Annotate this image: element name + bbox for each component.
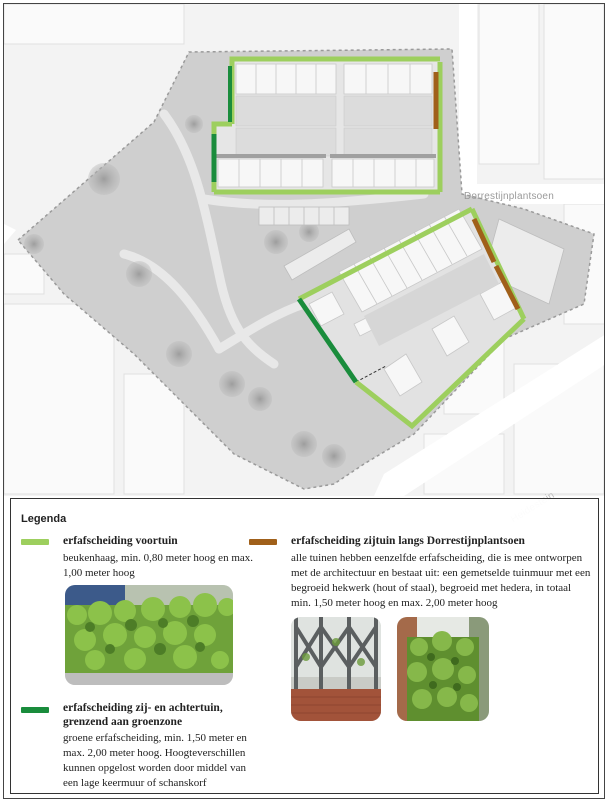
legend-item-desc-dorrestijn: alle tuinen hebben eenzelfde erfafscheiding, die is mee ontworpen met de architectuur en bestaat uit: een gemetselde tuinmuur met een begroeid hekwerk (hout of staal), begroeid met hedera, in totaal min. 1,50 meter hoog en max. 2,00 meter hoog — [291, 552, 591, 609]
swatch-side-rear-green — [21, 707, 49, 713]
legend-title: Legenda — [21, 513, 67, 525]
beech-hedge-photo — [65, 585, 233, 685]
legend-item-title-dorrestijn: erfafscheiding zijtuin langs Dorrestijnplantsoen — [291, 535, 525, 547]
legend-panel — [10, 498, 599, 794]
swatch-side-garden-dorrestijn — [249, 539, 277, 545]
ivy-fence-photo — [397, 617, 489, 721]
housing-block-north — [214, 59, 440, 192]
site-plan-frame — [3, 3, 605, 799]
legend-item-desc-front: beukenhaag, min. 0,80 meter hoog en max. 1,00 meter hoog — [63, 552, 254, 579]
site-plan-map — [4, 4, 605, 496]
legend-item-desc-side-rear: groene erfafscheiding, min. 1,50 meter en max. 2,00 meter hoog. Hoogteverschillen kunnen opgelost worden door middel van een lage keermuur of schanskorf — [63, 732, 247, 789]
brick-wall-fence-photo — [291, 617, 381, 721]
legend-item-title-side-rear: erfafscheiding zij- en achtertuin, grenzend aan groenzone — [63, 702, 223, 728]
map-drawing — [4, 4, 605, 496]
swatch-front-garden-hedge — [21, 539, 49, 545]
street-label-dorrestijnplantsoen: Dorrestijnplantsoen — [464, 191, 554, 202]
legend-item-title-front: erfafscheiding voortuin — [63, 535, 178, 547]
